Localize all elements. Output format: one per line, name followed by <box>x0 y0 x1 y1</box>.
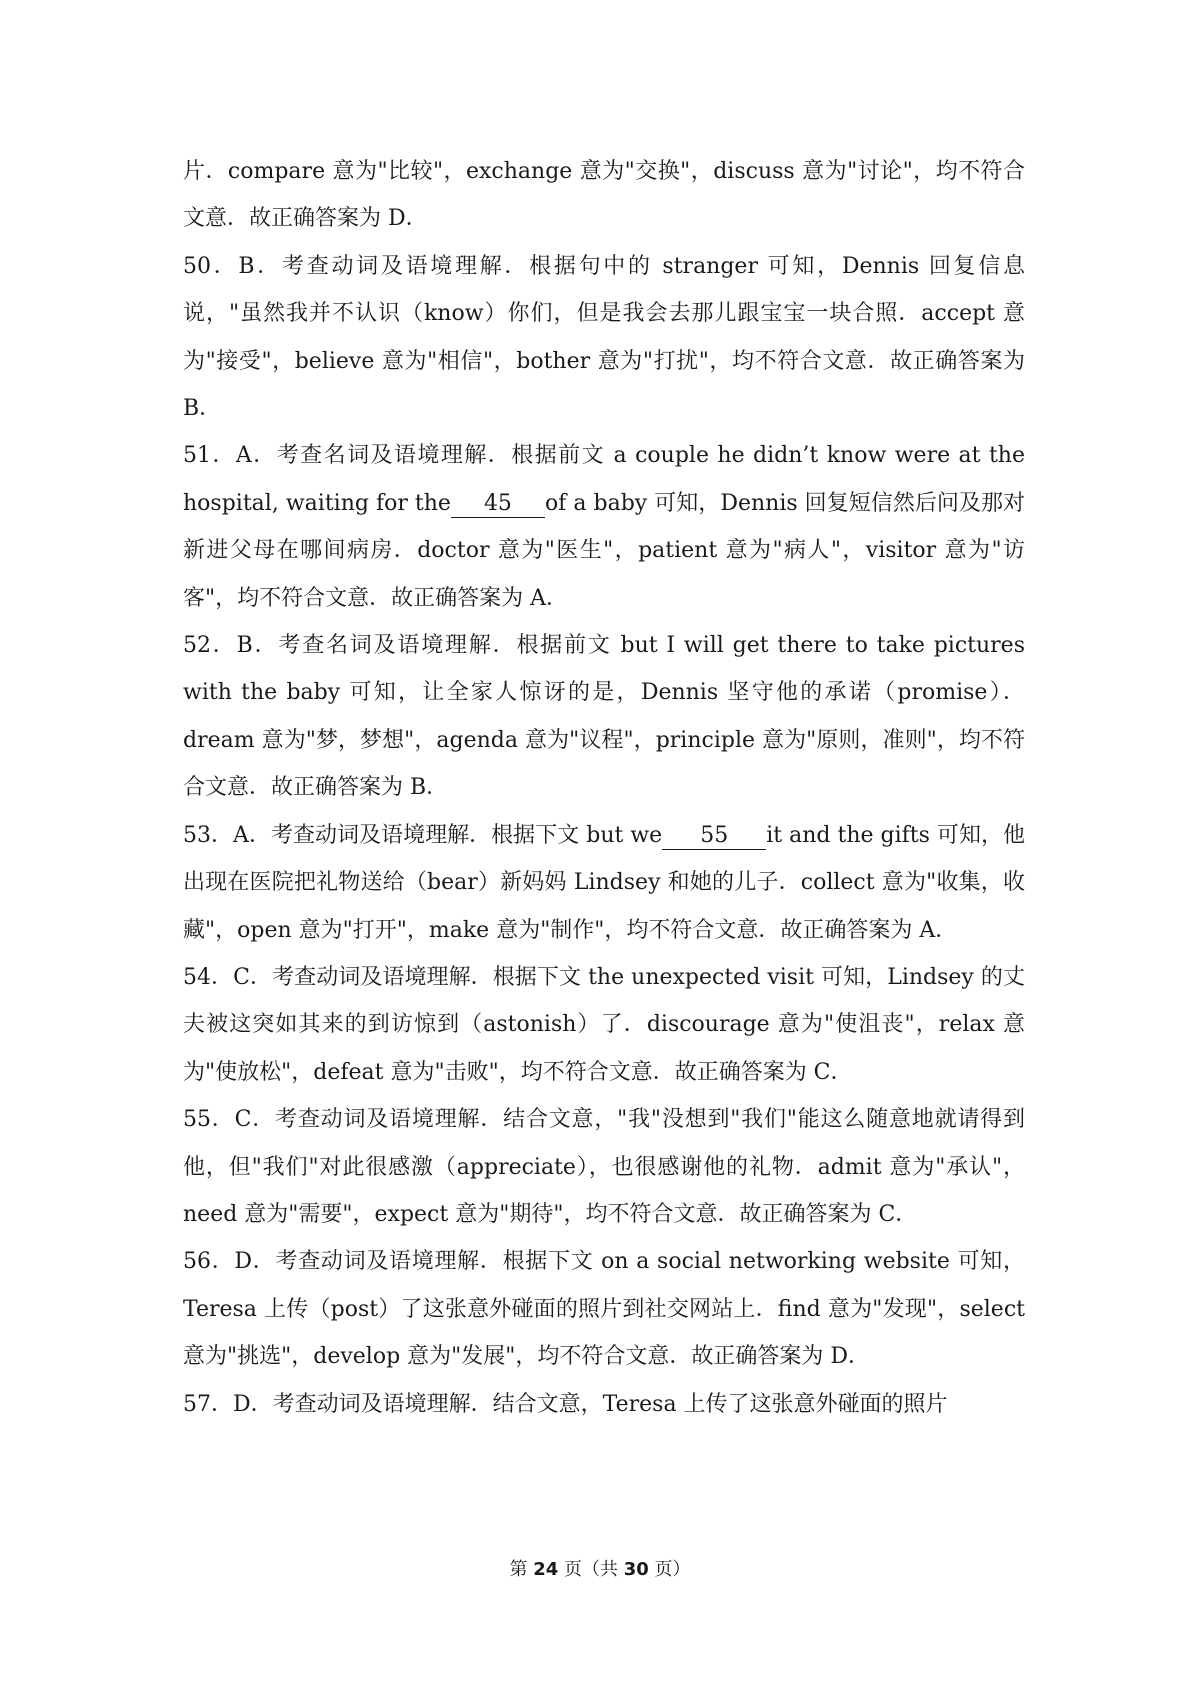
paragraph-53-before: 53．A．考查动词及语境理解．根据下文 but we <box>183 822 663 848</box>
footer-total-pages: 30 <box>623 1559 649 1580</box>
blank-55: 55 <box>662 823 766 850</box>
paragraph-51-after: of a baby 可知，Dennis 回复短信然后问及那对新进父母在哪间病房．doctor 意为"医生"，patient 意为"病人"，visitor 意为"访客"，均不符合文意．故正确答案为 A． <box>183 490 1025 611</box>
paragraph-57: 57．D．考查动词及语境理解．结合文意，Teresa 上传了这张意外碰面的照片 <box>183 1391 948 1417</box>
paragraph-continued: 片．compare 意为"比较"，exchange 意为"交换"，discuss 意为"讨论"，均不符合文意．故正确答案为 D． <box>183 159 1025 232</box>
paragraph-56: 56．D．考查动词及语境理解．根据下文 on a social networking website 可知，Teresa 上传（post）了这张意外碰面的照片到社交网站上．find 意为"发现"，select 意为"挑选"，develop 意为"发展"，均不符合文意．故正确答案为 D． <box>183 1249 1025 1370</box>
answer-explanations <box>183 148 1025 1428</box>
paragraph-52: 52．B．考查名词及语境理解．根据前文 but I will get there to take pictures with the baby 可知，让全家人惊讶的是，Dennis 坚守他的承诺（promise）． dream 意为"梦，梦想"，agenda 意为"议程"，principle 意为"原则，准则"，均不符合文意．故正确答案为 B． <box>183 633 1025 801</box>
paragraph-51-before: 51．A．考查名词及语境理解．根据前文 a couple he didn’t know were at the hospital, waiting for the <box>183 443 1025 516</box>
paragraph-55: 55．C．考查动词及语境理解．结合文意，"我"没想到"我们"能这么随意地就请得到他，但"我们"对此很感激（appreciate），也很感谢他的礼物．admit 意为"承认"，need 意为"需要"，expect 意为"期待"，均不符合文意．故正确答案为 C． <box>183 1107 1025 1227</box>
paragraph-53-after: it and the gifts 可知，他出现在医院把礼物送给（bear）新妈妈 Lindsey 和她的儿子．collect 意为"收集，收藏"，open 意为"打开"，make 意为"制作"，均不符合文意．故正确答案为 A． <box>183 822 1025 943</box>
footer-suffix: 页） <box>654 1559 691 1580</box>
blank-45: 45 <box>451 491 545 518</box>
footer-middle: 页（共 <box>564 1559 618 1580</box>
page-footer <box>0 1555 1200 1581</box>
paragraph-54: 54．C．考查动词及语境理解．根据下文 the unexpected visit 可知，Lindsey 的丈夫被这突如其来的到访惊到（astonish）了．discourage 意为"使沮丧"，relax 意为"使放松"，defeat 意为"击败"，均不符合文意．故正确答案为 C． <box>183 964 1025 1085</box>
paragraph-51 <box>183 432 1025 622</box>
paragraph-50: 50．B．考查动词及语境理解．根据句中的 stranger 可知，Dennis 回复信息说，"虽然我并不认识（know）你们，但是我会去那儿跟宝宝一块合照．accept 意为"接受"，believe 意为"相信"，bother 意为"打扰"，均不符合文意．故正确答案为 B． <box>183 253 1025 422</box>
footer-page-number: 24 <box>533 1559 559 1580</box>
footer-prefix: 第 <box>509 1559 528 1580</box>
paragraph-53 <box>183 812 1025 954</box>
